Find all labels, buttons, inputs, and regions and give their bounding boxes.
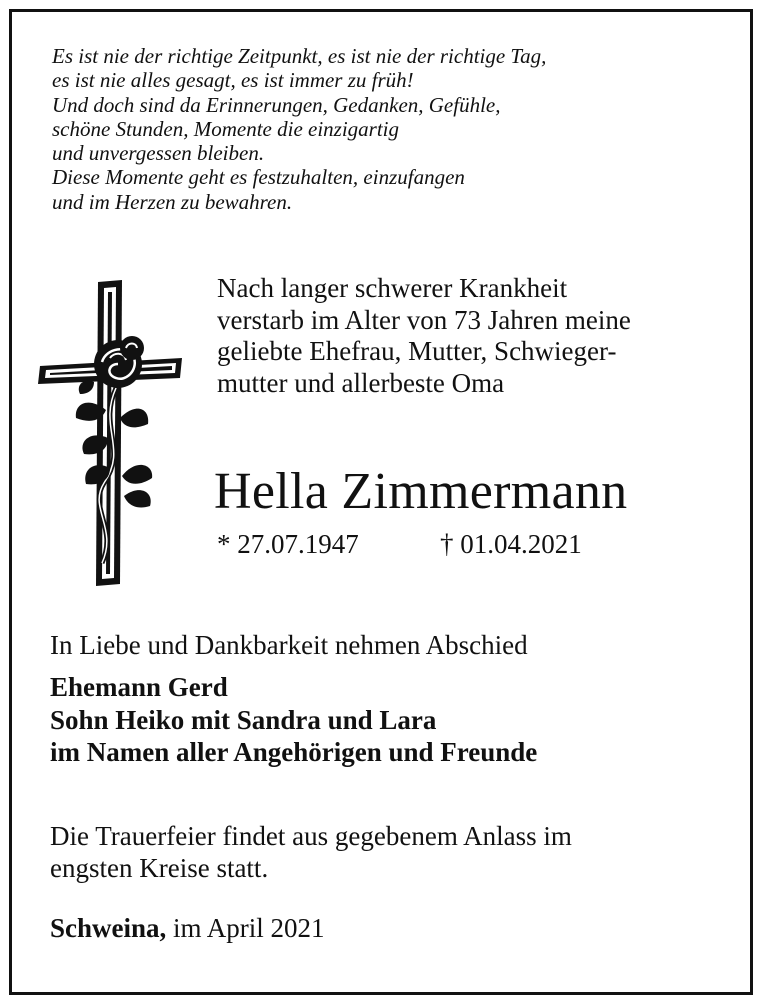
poem-line: es ist nie alles gesagt, es ist immer zu früh!: [52, 68, 414, 93]
death-date: † 01.04.2021: [440, 529, 582, 559]
mourner-line: im Namen aller Angehörigen und Freunde: [50, 737, 538, 767]
farewell-line: In Liebe und Dankbarkeit nehmen Abschied: [50, 630, 528, 660]
poem-line: schöne Stunden, Momente die einzigartig: [52, 116, 400, 141]
poem-line: Diese Momente geht es festzuhalten, einzufangen: [52, 165, 465, 190]
place: Schweina,: [50, 913, 167, 943]
announcement-line: Nach langer schwerer Krankheit: [217, 273, 568, 303]
cross-with-rose-icon: [36, 278, 186, 590]
date: im April 2021: [173, 913, 325, 943]
mourners-list: [50, 671, 537, 769]
birth-date: * 27.07.1947: [217, 529, 359, 559]
funeral-notice: [50, 820, 572, 884]
announcement-line: mutter und allerbeste Oma: [217, 367, 505, 398]
place-and-date: [50, 912, 325, 944]
funeral-line: Die Trauerfeier findet aus gegebenem Anlass im: [50, 821, 572, 851]
mourner-line: Sohn Heiko mit Sandra und Lara: [50, 704, 437, 735]
mourner-line: Ehemann Gerd: [50, 672, 228, 702]
deceased-name: Hella Zimmermann: [214, 463, 628, 520]
poem-line: Es ist nie der richtige Zeitpunkt, es ist nie der richtige Tag,: [52, 44, 547, 68]
poem: [52, 44, 546, 214]
announcement-line: geliebte Ehefrau, Mutter, Schwieger-: [217, 336, 617, 366]
announcement-line: verstarb im Alter von 73 Jahren meine: [217, 304, 631, 335]
poem-line: und unvergessen bleiben.: [52, 141, 265, 166]
poem-line: Und doch sind da Erinnerungen, Gedanken, Gefühle,: [52, 92, 501, 117]
death-announcement: [217, 273, 631, 399]
poem-line: und im Herzen zu bewahren.: [52, 189, 293, 214]
funeral-line: engsten Kreise statt.: [50, 853, 269, 883]
